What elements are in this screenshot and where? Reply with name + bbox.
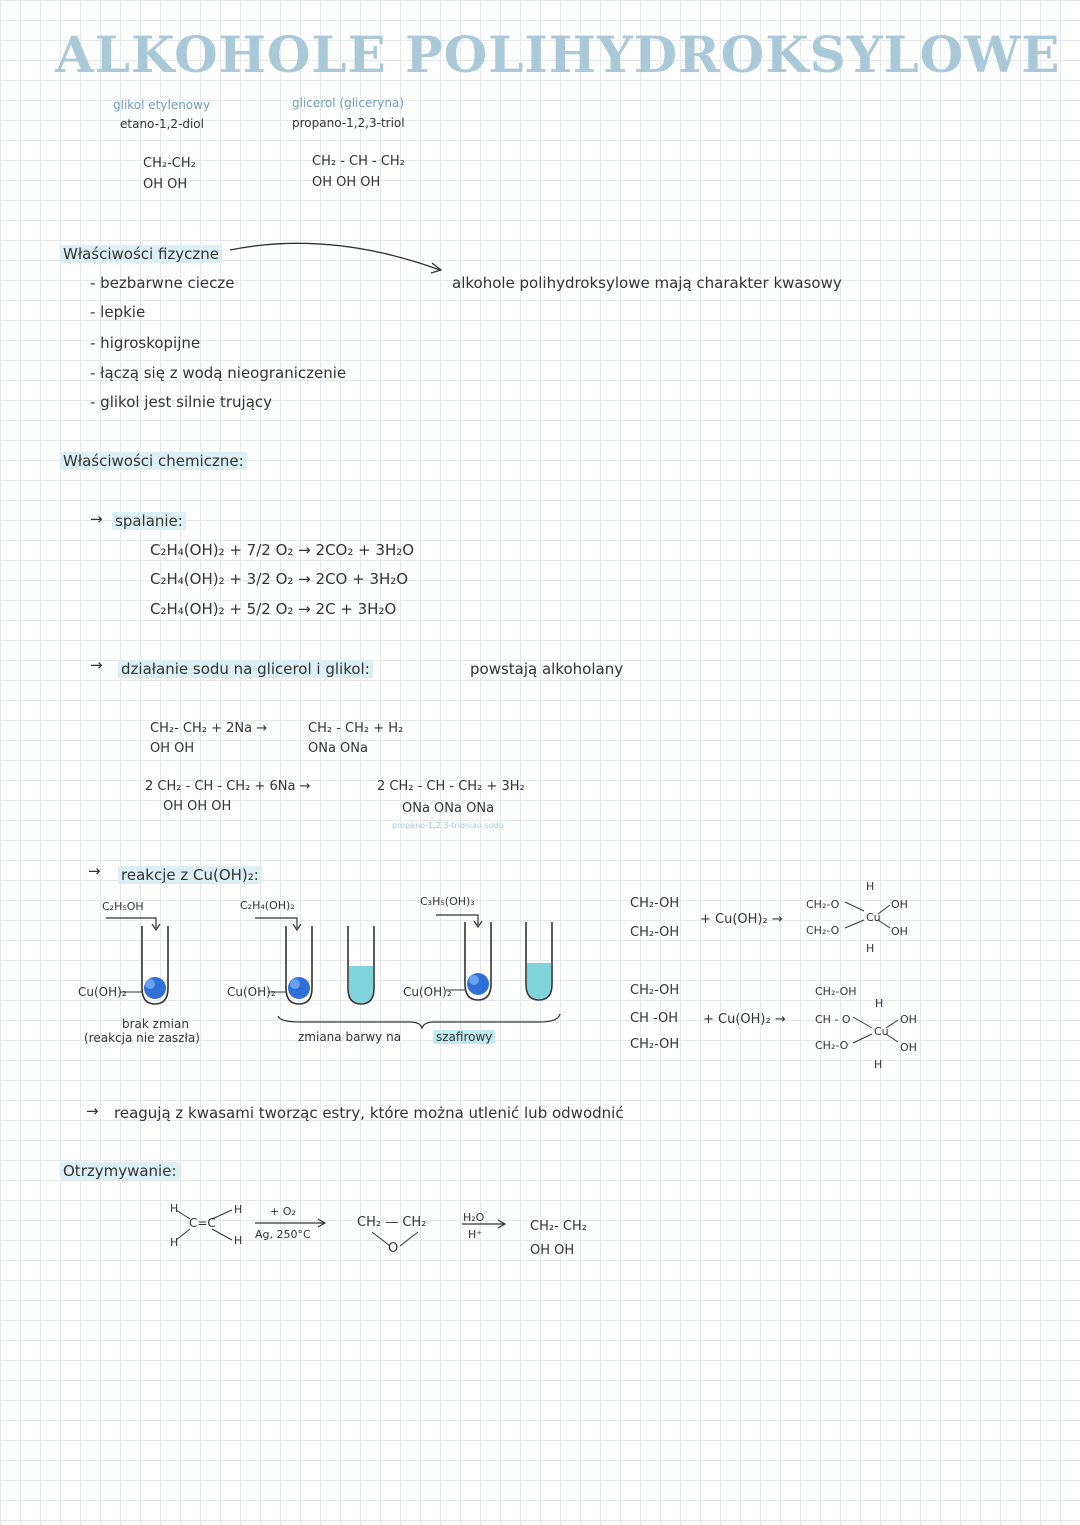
complex-bond-icon — [845, 902, 890, 928]
complex2-h: H — [875, 997, 884, 1010]
eq2-left3: CH₂-OH — [630, 1037, 680, 1052]
tube2-reagent: C₂H₄(OH)₂ — [240, 899, 295, 912]
eq2-left2: CH -OH — [630, 1011, 679, 1026]
glycerol-iupac: propano-1,2,3-triol — [292, 116, 405, 130]
complex1-h: H — [866, 942, 875, 955]
physical-item: - łączą się z wodą nieograniczenie — [90, 364, 347, 382]
complex-bond-icon — [853, 1017, 898, 1043]
sodium-r2-right: 2 CH₂ - CH - CH₂ + 3H₂ — [377, 779, 525, 794]
color-change-text: zmiana barwy na — [298, 1030, 402, 1044]
epoxide-o: O — [388, 1241, 399, 1256]
complex2-oh: OH — [900, 1013, 917, 1026]
complex1-oh: OH — [891, 898, 908, 911]
sodium-r2-left-oh: OH OH OH — [163, 799, 232, 814]
physical-item: - lepkie — [90, 303, 146, 321]
complex1-oh: OH — [891, 925, 908, 938]
ethene-h: H — [234, 1203, 243, 1216]
product: CH₂- CH₂ — [530, 1219, 587, 1234]
reaction-arrow-icon — [462, 1220, 505, 1228]
complex1-a: CH₂-O — [806, 898, 840, 911]
eq2-plus: + Cu(OH)₂ → — [703, 1012, 786, 1027]
complex2-b: CH - O — [815, 1013, 851, 1026]
sodium-r1-right-ona: ONa ONa — [308, 741, 368, 756]
sodium-r1-left: CH₂- CH₂ + 2Na → — [150, 721, 268, 736]
arrow-bullet: → — [88, 862, 101, 880]
test-tube-icon — [348, 926, 374, 1004]
physical-heading: Właściwości fizyczne — [60, 245, 222, 263]
epoxide: CH₂ — CH₂ — [357, 1215, 427, 1230]
physical-item: - bezbarwne ciecze — [90, 274, 235, 292]
chemical-heading: Właściwości chemiczne: — [60, 452, 247, 470]
eq1-left2: CH₂-OH — [630, 925, 680, 940]
physical-item: - higroskopijne — [90, 334, 201, 352]
sodium-r1-right: CH₂ - CH₂ + H₂ — [308, 721, 404, 736]
sodium-r2-left: 2 CH₂ - CH - CH₂ + 6Na → — [145, 779, 311, 794]
combustion-reaction: C₂H₄(OH)₂ + 5/2 O₂ → 2C + 3H₂O — [150, 600, 397, 618]
complex2-oh: OH — [900, 1041, 917, 1054]
no-change-text: brak zmian — [122, 1017, 189, 1031]
glycerol-formula: CH₂ - CH - CH₂ — [312, 154, 405, 169]
sodium-r2-right-ona: ONa ONa ONa — [402, 801, 495, 816]
complex1-h: H — [866, 880, 875, 893]
cuoh-tube-label: Cu(OH)₂ — [227, 985, 276, 999]
complex2-c: CH₂-O — [815, 1039, 849, 1052]
sodium-result: powstają alkoholany — [470, 660, 624, 678]
glycerol-oh: OH OH OH — [312, 175, 381, 190]
complex2-cu: Cu — [874, 1025, 889, 1038]
glycerol-name: glicerol (gliceryna) — [292, 96, 405, 110]
cuoh-label: reakcje z Cu(OH)₂: — [118, 866, 262, 884]
complex2-h: H — [874, 1058, 883, 1071]
glycol-iupac: etano-1,2-diol — [120, 117, 204, 131]
ethene-h: H — [234, 1234, 243, 1247]
reaction-arrow-icon — [255, 1219, 325, 1227]
ethene-h: H — [170, 1236, 179, 1249]
bond-icon — [176, 1210, 232, 1240]
reagent: + O₂ — [270, 1205, 296, 1218]
glycol-formula: CH₂-CH₂ — [143, 156, 196, 171]
sodium-label: działanie sodu na glicerol i glikol: — [118, 660, 373, 678]
bond-icon — [372, 1232, 418, 1246]
no-reaction-text: (reakcja nie zaszła) — [84, 1031, 200, 1045]
combustion-reaction: C₂H₄(OH)₂ + 3/2 O₂ → 2CO + 3H₂O — [150, 570, 409, 588]
product-oh: OH OH — [530, 1243, 575, 1258]
complex1-cu: Cu — [866, 911, 881, 924]
glycol-oh: OH OH — [143, 177, 188, 192]
test-tube-icon — [255, 918, 312, 1004]
esters-text: reagują z kwasami tworząc estry, które można utlenić lub odwodnić — [114, 1104, 624, 1122]
sodium-r2-note: propano-1,2,3-trionian sodu — [392, 821, 504, 830]
water: H₂O — [463, 1211, 485, 1224]
eq1-plus: + Cu(OH)₂ → — [700, 912, 783, 927]
ethene-cc: C=C — [189, 1216, 216, 1230]
eq2-left: CH₂-OH — [630, 983, 680, 998]
glycol-name: glikol etylenowy — [113, 98, 211, 112]
cuoh-tube-label: Cu(OH)₂ — [78, 985, 127, 999]
production-heading: Otrzymywanie: — [60, 1162, 180, 1180]
page-title: ALKOHOLE POLIHYDROKSYLOWE — [55, 25, 1061, 84]
complex2-a: CH₂-OH — [815, 985, 857, 998]
color-word: szafirowy — [433, 1030, 495, 1044]
arrow-bullet: → — [90, 656, 103, 674]
test-tube-icon — [106, 918, 168, 1004]
test-tube-icon — [436, 915, 491, 1000]
tube3-reagent: C₃H₅(OH)₃ — [420, 895, 475, 908]
arrow-bullet: → — [86, 1102, 99, 1120]
acid: H⁺ — [468, 1228, 483, 1241]
tube1-reagent: C₂H₅OH — [102, 900, 144, 913]
acidic-note: alkohole polihydroksylowe mają charakter kwasowy — [452, 274, 842, 292]
cuoh-tube-label: Cu(OH)₂ — [403, 985, 452, 999]
combustion-label: spalanie: — [112, 512, 186, 530]
combustion-reaction: C₂H₄(OH)₂ + 7/2 O₂ → 2CO₂ + 3H₂O — [150, 541, 415, 559]
physical-item: - glikol jest silnie trujący — [90, 393, 273, 411]
ethene-h: H — [170, 1202, 179, 1215]
brace-icon — [278, 1014, 560, 1028]
arrow-bullet: → — [90, 510, 103, 528]
test-tube-icon — [526, 922, 552, 1000]
conditions: Ag, 250°C — [255, 1228, 311, 1241]
long-arrow-icon — [230, 243, 440, 270]
complex1-b: CH₂-O — [806, 924, 840, 937]
eq1-left: CH₂-OH — [630, 896, 680, 911]
sodium-r1-left-oh: OH OH — [150, 741, 195, 756]
